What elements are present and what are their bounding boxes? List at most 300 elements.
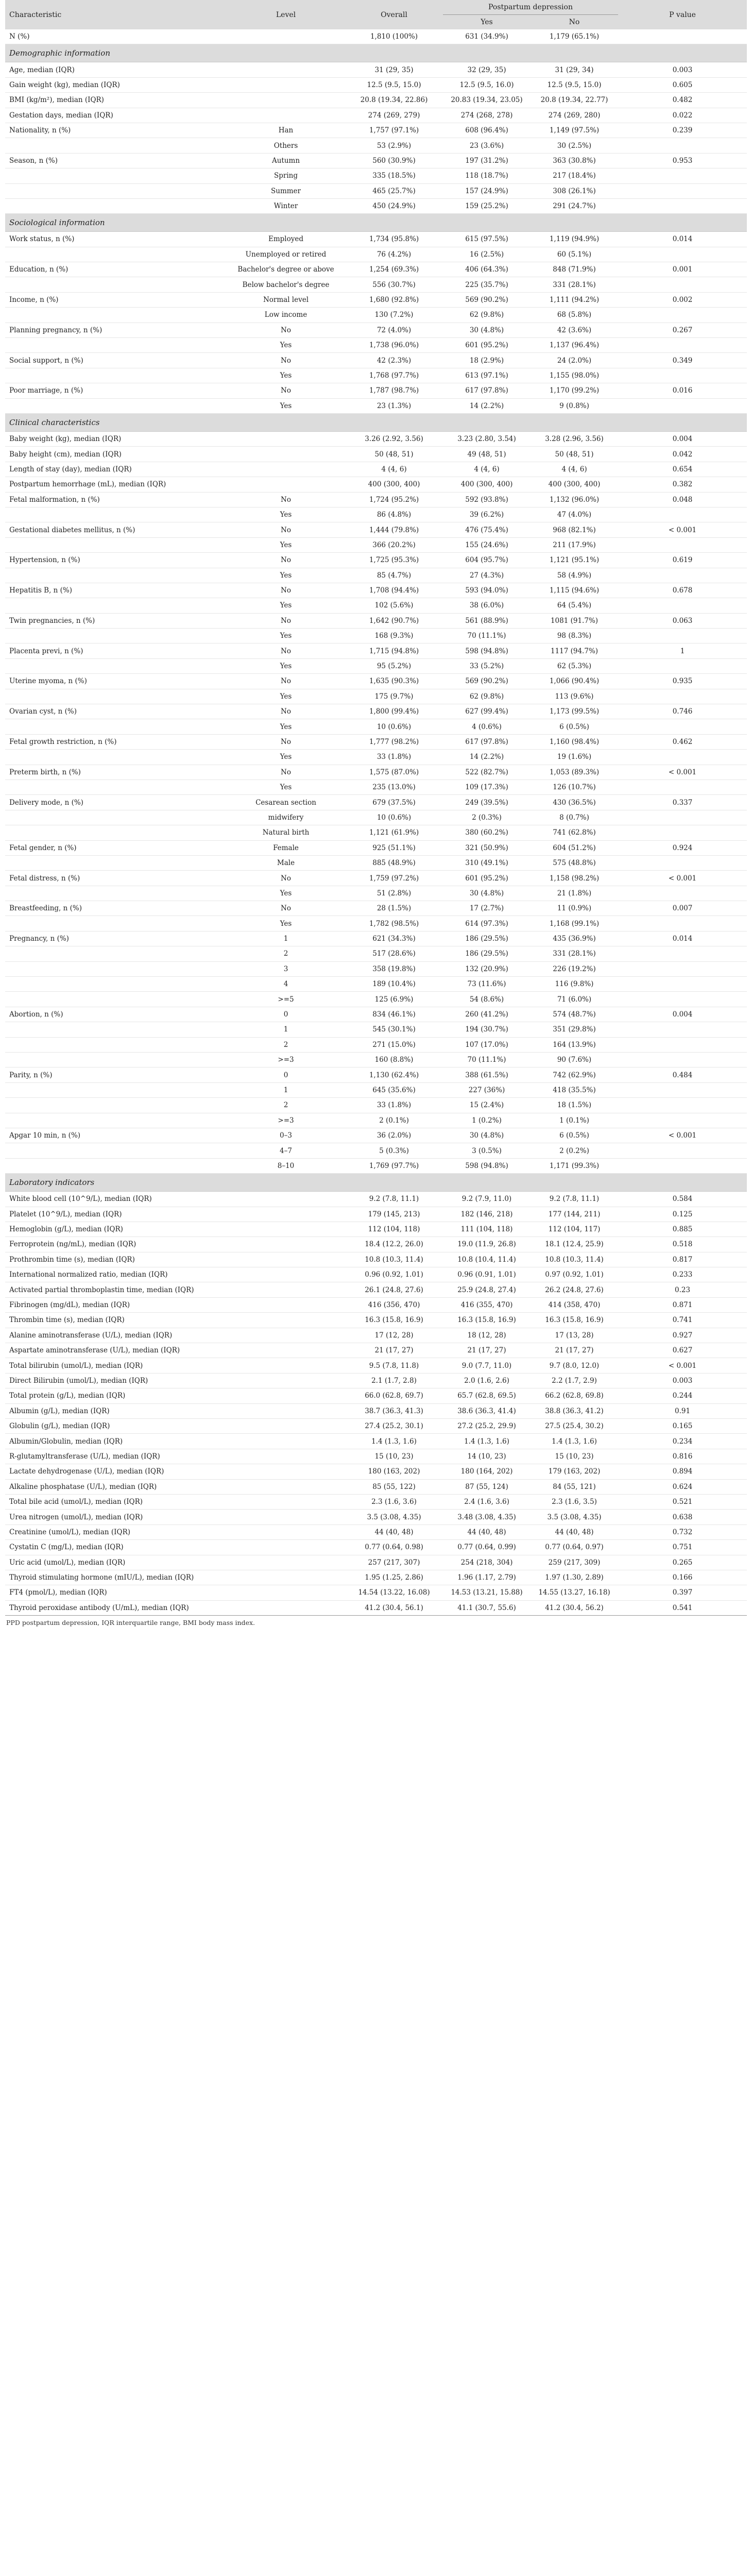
ppd-yes-cell: 62 (9.8%) xyxy=(443,308,531,323)
ppd-no-cell: 308 (26.1%) xyxy=(531,183,618,198)
overall-cell: 21 (17, 27) xyxy=(345,1343,443,1358)
p-value-cell: 0.654 xyxy=(618,462,747,477)
table-row xyxy=(5,871,747,886)
ppd-yes-cell: 614 (97.3%) xyxy=(443,916,531,931)
ppd-yes-cell: 157 (24.9%) xyxy=(443,183,531,198)
overall-cell: 5 (0.3%) xyxy=(345,1143,443,1158)
overall-cell: 1,759 (97.2%) xyxy=(345,871,443,886)
ppd-yes-cell: 227 (36%) xyxy=(443,1082,531,1097)
characteristic-cell xyxy=(5,658,227,673)
p-value-cell xyxy=(618,916,747,931)
ppd-no-cell: 1,171 (99.3%) xyxy=(531,1158,618,1173)
overall-cell: 85 (4.7%) xyxy=(345,568,443,583)
ppd-yes-cell: 23 (3.6%) xyxy=(443,138,531,153)
table-body xyxy=(5,29,747,1616)
ppd-no-cell: 4 (4, 6) xyxy=(531,462,618,477)
ppd-no-cell: 11 (0.9%) xyxy=(531,901,618,916)
ppd-yes-cell: 592 (93.8%) xyxy=(443,492,531,507)
ppd-yes-cell: 25.9 (24.8, 27.4) xyxy=(443,1282,531,1297)
ppd-yes-cell: 186 (29.5%) xyxy=(443,931,531,946)
ppd-yes-cell: 310 (49.1%) xyxy=(443,855,531,870)
table-row xyxy=(5,232,747,247)
ppd-yes-cell: 38.6 (36.3, 41.4) xyxy=(443,1403,531,1418)
characteristic-cell xyxy=(5,1053,227,1067)
level-cell: >=3 xyxy=(227,1053,345,1067)
level-cell xyxy=(227,1403,345,1418)
ppd-no-cell: 968 (82.1%) xyxy=(531,522,618,537)
p-value-cell: 0.751 xyxy=(618,1540,747,1555)
level-cell: >=5 xyxy=(227,992,345,1007)
table-row xyxy=(5,1328,747,1343)
table-row xyxy=(5,1098,747,1113)
header-p-value: P value xyxy=(618,0,747,29)
table-row xyxy=(5,1053,747,1067)
table-row xyxy=(5,1113,747,1128)
ppd-yes-cell: 70 (11.1%) xyxy=(443,629,531,643)
ppd-yes-cell: 27.2 (25.2, 29.9) xyxy=(443,1418,531,1433)
ppd-yes-cell: 617 (97.8%) xyxy=(443,383,531,398)
level-cell xyxy=(227,29,345,44)
p-value-cell xyxy=(618,855,747,870)
p-value-cell: 0.014 xyxy=(618,931,747,946)
table-row xyxy=(5,977,747,992)
header-ppd: Postpartum depression xyxy=(443,0,618,15)
characteristic-cell: Length of stay (day), median (IQR) xyxy=(5,462,227,477)
overall-cell: 1,769 (97.7%) xyxy=(345,1158,443,1173)
overall-cell: 20.8 (19.34, 22.86) xyxy=(345,93,443,108)
table-row xyxy=(5,462,747,477)
ppd-yes-cell: 569 (90.2%) xyxy=(443,292,531,307)
overall-cell: 3.5 (3.08, 4.35) xyxy=(345,1510,443,1524)
table-row xyxy=(5,29,747,44)
table-row xyxy=(5,1207,747,1222)
level-cell xyxy=(227,1540,345,1555)
characteristic-cell: R-glutamyltransferase (U/L), median (IQR) xyxy=(5,1449,227,1464)
overall-cell: 26.1 (24.8, 27.6) xyxy=(345,1282,443,1297)
table-row xyxy=(5,1297,747,1312)
overall-cell: 95 (5.2%) xyxy=(345,658,443,673)
characteristic-cell xyxy=(5,946,227,961)
ppd-no-cell: 435 (36.9%) xyxy=(531,931,618,946)
ppd-no-cell: 741 (62.8%) xyxy=(531,825,618,840)
overall-cell: 10.8 (10.3, 11.4) xyxy=(345,1252,443,1267)
ppd-no-cell: 0.77 (0.64, 0.97) xyxy=(531,1540,618,1555)
p-value-cell xyxy=(618,277,747,292)
overall-cell: 1,121 (61.9%) xyxy=(345,825,443,840)
table-row xyxy=(5,583,747,598)
ppd-no-cell: 1 (0.1%) xyxy=(531,1113,618,1128)
overall-cell: 1,782 (98.5%) xyxy=(345,916,443,931)
ppd-yes-cell: 65.7 (62.8, 69.5) xyxy=(443,1388,531,1403)
ppd-no-cell: 6 (0.5%) xyxy=(531,719,618,734)
overall-cell: 1,715 (94.8%) xyxy=(345,643,443,658)
ppd-no-cell: 3.5 (3.08, 4.35) xyxy=(531,1510,618,1524)
ppd-no-cell: 848 (71.9%) xyxy=(531,262,618,277)
p-value-cell xyxy=(618,992,747,1007)
ppd-no-cell: 1,173 (99.5%) xyxy=(531,704,618,719)
ppd-no-cell: 211 (17.9%) xyxy=(531,537,618,552)
characteristic-cell: Twin pregnancies, n (%) xyxy=(5,613,227,628)
table-row xyxy=(5,292,747,307)
characteristic-cell xyxy=(5,1082,227,1097)
ppd-no-cell: 2.3 (1.6, 3.5) xyxy=(531,1494,618,1509)
table-row xyxy=(5,825,747,840)
overall-cell: 0.96 (0.92, 1.01) xyxy=(345,1267,443,1282)
characteristic-cell: White blood cell (10^9/L), median (IQR) xyxy=(5,1192,227,1207)
ppd-no-cell: 16.3 (15.8, 16.9) xyxy=(531,1313,618,1328)
table-row xyxy=(5,1555,747,1570)
overall-cell: 10 (0.6%) xyxy=(345,719,443,734)
overall-cell: 41.2 (30.4, 56.1) xyxy=(345,1600,443,1615)
p-value-cell: < 0.001 xyxy=(618,1128,747,1143)
level-cell xyxy=(227,93,345,108)
overall-cell: 235 (13.0%) xyxy=(345,779,443,794)
ppd-no-cell: 331 (28.1%) xyxy=(531,946,618,961)
characteristic-cell xyxy=(5,750,227,765)
p-value-cell: 0.521 xyxy=(618,1494,747,1509)
characteristic-cell xyxy=(5,779,227,794)
ppd-no-cell: 164 (13.9%) xyxy=(531,1037,618,1052)
table-row xyxy=(5,247,747,262)
characteristic-cell xyxy=(5,308,227,323)
ppd-yes-cell: 321 (50.9%) xyxy=(443,840,531,855)
ppd-no-cell: 1,137 (96.4%) xyxy=(531,338,618,353)
characteristic-cell: Baby weight (kg), median (IQR) xyxy=(5,431,227,446)
ppd-yes-cell: 569 (90.2%) xyxy=(443,674,531,689)
ppd-no-cell: 575 (48.8%) xyxy=(531,855,618,870)
table-row xyxy=(5,1418,747,1433)
overall-cell: 189 (10.4%) xyxy=(345,977,443,992)
p-value-cell xyxy=(618,689,747,704)
table-row xyxy=(5,1479,747,1494)
overall-cell: 17 (12, 28) xyxy=(345,1328,443,1343)
ppd-no-cell: 8 (0.7%) xyxy=(531,810,618,825)
ppd-yes-cell: 21 (17, 27) xyxy=(443,1343,531,1358)
overall-cell: 271 (15.0%) xyxy=(345,1037,443,1052)
table-row xyxy=(5,537,747,552)
table-row xyxy=(5,674,747,689)
level-cell: No xyxy=(227,383,345,398)
characteristic-cell: FT4 (pmol/L), median (IQR) xyxy=(5,1585,227,1600)
characteristic-cell xyxy=(5,961,227,976)
ppd-yes-cell: 70 (11.1%) xyxy=(443,1053,531,1067)
characteristic-cell xyxy=(5,338,227,353)
p-value-cell: 0.518 xyxy=(618,1237,747,1252)
level-cell: Unemployed or retired xyxy=(227,247,345,262)
p-value-cell: 0.022 xyxy=(618,108,747,123)
characteristic-cell: Planning pregnancy, n (%) xyxy=(5,323,227,337)
table-row xyxy=(5,568,747,583)
level-cell: Yes xyxy=(227,750,345,765)
level-cell: Employed xyxy=(227,232,345,247)
characteristic-cell: Urea nitrogen (umol/L), median (IQR) xyxy=(5,1510,227,1524)
table-row xyxy=(5,779,747,794)
ppd-yes-cell: 249 (39.5%) xyxy=(443,795,531,810)
ppd-yes-cell: 406 (64.3%) xyxy=(443,262,531,277)
characteristic-cell: Age, median (IQR) xyxy=(5,62,227,77)
p-value-cell xyxy=(618,1053,747,1067)
p-value-cell xyxy=(618,961,747,976)
level-cell xyxy=(227,1600,345,1615)
characteristic-cell: Nationality, n (%) xyxy=(5,123,227,138)
ppd-no-cell: 38.8 (36.3, 41.2) xyxy=(531,1403,618,1418)
ppd-no-cell: 1,170 (99.2%) xyxy=(531,383,618,398)
p-value-cell xyxy=(618,598,747,613)
overall-cell: 72 (4.0%) xyxy=(345,323,443,337)
p-value-cell xyxy=(618,1037,747,1052)
ppd-no-cell: 1,168 (99.1%) xyxy=(531,916,618,931)
ppd-yes-cell: 19.0 (11.9, 26.8) xyxy=(443,1237,531,1252)
overall-cell: 2.3 (1.6, 3.6) xyxy=(345,1494,443,1509)
p-value-cell: 0.007 xyxy=(618,901,747,916)
header-level: Level xyxy=(227,0,345,29)
overall-cell: 180 (163, 202) xyxy=(345,1464,443,1479)
ppd-yes-cell: 30 (4.8%) xyxy=(443,886,531,901)
table-footnote: PPD postpartum depression, IQR interquartile range, BMI body mass index. xyxy=(6,1619,255,1627)
p-value-cell: 0.619 xyxy=(618,553,747,568)
ppd-no-cell: 1.4 (1.3, 1.6) xyxy=(531,1434,618,1449)
table-row xyxy=(5,262,747,277)
ppd-no-cell: 113 (9.6%) xyxy=(531,689,618,704)
table-row xyxy=(5,308,747,323)
table-row xyxy=(5,1128,747,1143)
ppd-yes-cell: 182 (146, 218) xyxy=(443,1207,531,1222)
table-row xyxy=(5,368,747,383)
ppd-yes-cell: 604 (95.7%) xyxy=(443,553,531,568)
overall-cell: 168 (9.3%) xyxy=(345,629,443,643)
overall-cell: 9.5 (7.8, 11.8) xyxy=(345,1358,443,1373)
p-value-cell: 0.004 xyxy=(618,1007,747,1022)
table-container xyxy=(5,0,747,1630)
ppd-no-cell: 9.2 (7.8, 11.1) xyxy=(531,1192,618,1207)
p-value-cell: 0.016 xyxy=(618,383,747,398)
overall-cell: 1,757 (97.1%) xyxy=(345,123,443,138)
ppd-no-cell: 1,179 (65.1%) xyxy=(531,29,618,44)
level-cell xyxy=(227,1343,345,1358)
table-row xyxy=(5,353,747,368)
ppd-no-cell: 9 (0.8%) xyxy=(531,398,618,413)
level-cell xyxy=(227,1222,345,1236)
ppd-yes-cell: 608 (96.4%) xyxy=(443,123,531,138)
section-title: Sociological information xyxy=(5,214,747,232)
overall-cell: 18.4 (12.2, 26.0) xyxy=(345,1237,443,1252)
level-cell: 0 xyxy=(227,1007,345,1022)
level-cell xyxy=(227,1388,345,1403)
ppd-no-cell: 1,160 (98.4%) xyxy=(531,734,618,749)
level-cell xyxy=(227,1313,345,1328)
p-value-cell: 0.935 xyxy=(618,674,747,689)
p-value-cell xyxy=(618,183,747,198)
p-value-cell: 0.382 xyxy=(618,477,747,492)
table-row xyxy=(5,492,747,507)
overall-cell: 366 (20.2%) xyxy=(345,537,443,552)
level-cell xyxy=(227,1282,345,1297)
level-cell: Yes xyxy=(227,916,345,931)
overall-cell: 112 (104, 118) xyxy=(345,1222,443,1236)
characteristic-cell xyxy=(5,138,227,153)
level-cell: No xyxy=(227,553,345,568)
ppd-yes-cell: 118 (18.7%) xyxy=(443,168,531,183)
table-row xyxy=(5,946,747,961)
overall-cell: 28 (1.5%) xyxy=(345,901,443,916)
characteristic-cell: Globulin (g/L), median (IQR) xyxy=(5,1418,227,1433)
characteristic-cell xyxy=(5,1143,227,1158)
ppd-yes-cell: 631 (34.9%) xyxy=(443,29,531,44)
ppd-yes-cell: 598 (94.8%) xyxy=(443,1158,531,1173)
characteristic-cell: Thyroid peroxidase antibody (U/mL), median (IQR) xyxy=(5,1600,227,1615)
ppd-yes-cell: 388 (61.5%) xyxy=(443,1067,531,1082)
table-row xyxy=(5,629,747,643)
ppd-yes-cell: 14 (2.2%) xyxy=(443,750,531,765)
level-cell: No xyxy=(227,871,345,886)
characteristic-cell: International normalized ratio, median (IQR) xyxy=(5,1267,227,1282)
ppd-yes-cell: 561 (88.9%) xyxy=(443,613,531,628)
ppd-no-cell: 64 (5.4%) xyxy=(531,598,618,613)
level-cell: Yes xyxy=(227,779,345,794)
table-row xyxy=(5,1007,747,1022)
overall-cell: 1,777 (98.2%) xyxy=(345,734,443,749)
ppd-yes-cell: 197 (31.2%) xyxy=(443,153,531,168)
overall-cell: 12.5 (9.5, 15.0) xyxy=(345,77,443,92)
overall-cell: 1,642 (90.7%) xyxy=(345,613,443,628)
characteristic-cell: N (%) xyxy=(5,29,227,44)
ppd-yes-cell: 9.2 (7.9, 11.0) xyxy=(443,1192,531,1207)
overall-cell: 15 (10, 23) xyxy=(345,1449,443,1464)
ppd-no-cell: 90 (7.6%) xyxy=(531,1053,618,1067)
ppd-no-cell: 1081 (91.7%) xyxy=(531,613,618,628)
table-row xyxy=(5,916,747,931)
table-row xyxy=(5,1252,747,1267)
overall-cell: 1,800 (99.4%) xyxy=(345,704,443,719)
p-value-cell: 0.233 xyxy=(618,1267,747,1282)
ppd-yes-cell: 416 (355, 470) xyxy=(443,1297,531,1312)
table-row xyxy=(5,1192,747,1207)
table-row xyxy=(5,108,747,123)
level-cell: Male xyxy=(227,855,345,870)
table-row xyxy=(5,1585,747,1600)
ppd-no-cell: 84 (55, 121) xyxy=(531,1479,618,1494)
table-row xyxy=(5,183,747,198)
ppd-no-cell: 3.28 (2.96, 3.56) xyxy=(531,431,618,446)
level-cell: Yes xyxy=(227,537,345,552)
table-row xyxy=(5,93,747,108)
overall-cell: 4 (4, 6) xyxy=(345,462,443,477)
p-value-cell xyxy=(618,568,747,583)
level-cell xyxy=(227,1252,345,1267)
overall-cell: 834 (46.1%) xyxy=(345,1007,443,1022)
characteristic-cell xyxy=(5,1158,227,1173)
p-value-cell: 0.638 xyxy=(618,1510,747,1524)
table-row xyxy=(5,643,747,658)
level-cell xyxy=(227,1524,345,1539)
overall-cell: 1.4 (1.3, 1.6) xyxy=(345,1434,443,1449)
ppd-no-cell: 226 (19.2%) xyxy=(531,961,618,976)
level-cell: Yes xyxy=(227,598,345,613)
table-row xyxy=(5,992,747,1007)
p-value-cell xyxy=(618,825,747,840)
ppd-yes-cell: 54 (8.6%) xyxy=(443,992,531,1007)
header-overall: Overall xyxy=(345,0,443,29)
ppd-yes-cell: 274 (268, 278) xyxy=(443,108,531,123)
table-row xyxy=(5,613,747,628)
ppd-no-cell: 2.2 (1.7, 2.9) xyxy=(531,1373,618,1388)
level-cell xyxy=(227,1570,345,1585)
header-characteristic: Characteristic xyxy=(5,0,227,29)
characteristic-cell: Preterm birth, n (%) xyxy=(5,765,227,779)
table-row xyxy=(5,689,747,704)
level-cell xyxy=(227,462,345,477)
ppd-no-cell: 24 (2.0%) xyxy=(531,353,618,368)
level-cell: 4 xyxy=(227,977,345,992)
level-cell: Below bachelor's degree xyxy=(227,277,345,292)
overall-cell: 1,635 (90.3%) xyxy=(345,674,443,689)
overall-cell: 465 (25.7%) xyxy=(345,183,443,198)
ppd-yes-cell: 49 (48, 51) xyxy=(443,447,531,462)
ppd-yes-cell: 601 (95.2%) xyxy=(443,871,531,886)
ppd-yes-cell: 613 (97.1%) xyxy=(443,368,531,383)
table-row xyxy=(5,77,747,92)
level-cell: No xyxy=(227,901,345,916)
table-row xyxy=(5,153,747,168)
ppd-yes-cell: 194 (30.7%) xyxy=(443,1022,531,1037)
table-row xyxy=(5,62,747,77)
overall-cell: 14.54 (13.22, 16.08) xyxy=(345,1585,443,1600)
table-row xyxy=(5,398,747,413)
table-row xyxy=(5,1403,747,1418)
p-value-cell: 0.541 xyxy=(618,1600,747,1615)
ppd-yes-cell: 14 (2.2%) xyxy=(443,398,531,413)
overall-cell: 44 (40, 48) xyxy=(345,1524,443,1539)
overall-cell: 1,680 (92.8%) xyxy=(345,292,443,307)
table-row xyxy=(5,1313,747,1328)
p-value-cell xyxy=(618,398,747,413)
level-cell xyxy=(227,108,345,123)
ppd-no-cell: 1,119 (94.9%) xyxy=(531,232,618,247)
p-value-cell xyxy=(618,198,747,213)
ppd-yes-cell: 380 (60.2%) xyxy=(443,825,531,840)
ppd-no-cell: 1,158 (98.2%) xyxy=(531,871,618,886)
ppd-yes-cell: 27 (4.3%) xyxy=(443,568,531,583)
ppd-yes-cell: 1.96 (1.17, 2.79) xyxy=(443,1570,531,1585)
overall-cell: 358 (19.8%) xyxy=(345,961,443,976)
overall-cell: 1,708 (94.4%) xyxy=(345,583,443,598)
header-yes: Yes xyxy=(443,15,531,30)
level-cell xyxy=(227,1585,345,1600)
ppd-no-cell: 1,149 (97.5%) xyxy=(531,123,618,138)
ppd-yes-cell: 44 (40, 48) xyxy=(443,1524,531,1539)
characteristic-cell xyxy=(5,1113,227,1128)
ppd-yes-cell: 14.53 (13.21, 15.88) xyxy=(443,1585,531,1600)
overall-cell: 33 (1.8%) xyxy=(345,1098,443,1113)
p-value-cell xyxy=(618,810,747,825)
p-value-cell xyxy=(618,629,747,643)
section-title: Clinical characteristics xyxy=(5,413,747,431)
level-cell: Yes xyxy=(227,507,345,522)
ppd-no-cell: 71 (6.0%) xyxy=(531,992,618,1007)
p-value-cell xyxy=(618,977,747,992)
overall-cell: 1,787 (98.7%) xyxy=(345,383,443,398)
p-value-cell: 0.732 xyxy=(618,1524,747,1539)
characteristic-cell xyxy=(5,992,227,1007)
p-value-cell xyxy=(618,1022,747,1037)
ppd-yes-cell: 159 (25.2%) xyxy=(443,198,531,213)
overall-cell: 1.95 (1.25, 2.86) xyxy=(345,1570,443,1585)
ppd-no-cell: 430 (36.5%) xyxy=(531,795,618,810)
ppd-yes-cell: 1 (0.2%) xyxy=(443,1113,531,1128)
p-value-cell: 0.042 xyxy=(618,447,747,462)
ppd-no-cell: 1,053 (89.3%) xyxy=(531,765,618,779)
ppd-yes-cell: 14 (10, 23) xyxy=(443,1449,531,1464)
